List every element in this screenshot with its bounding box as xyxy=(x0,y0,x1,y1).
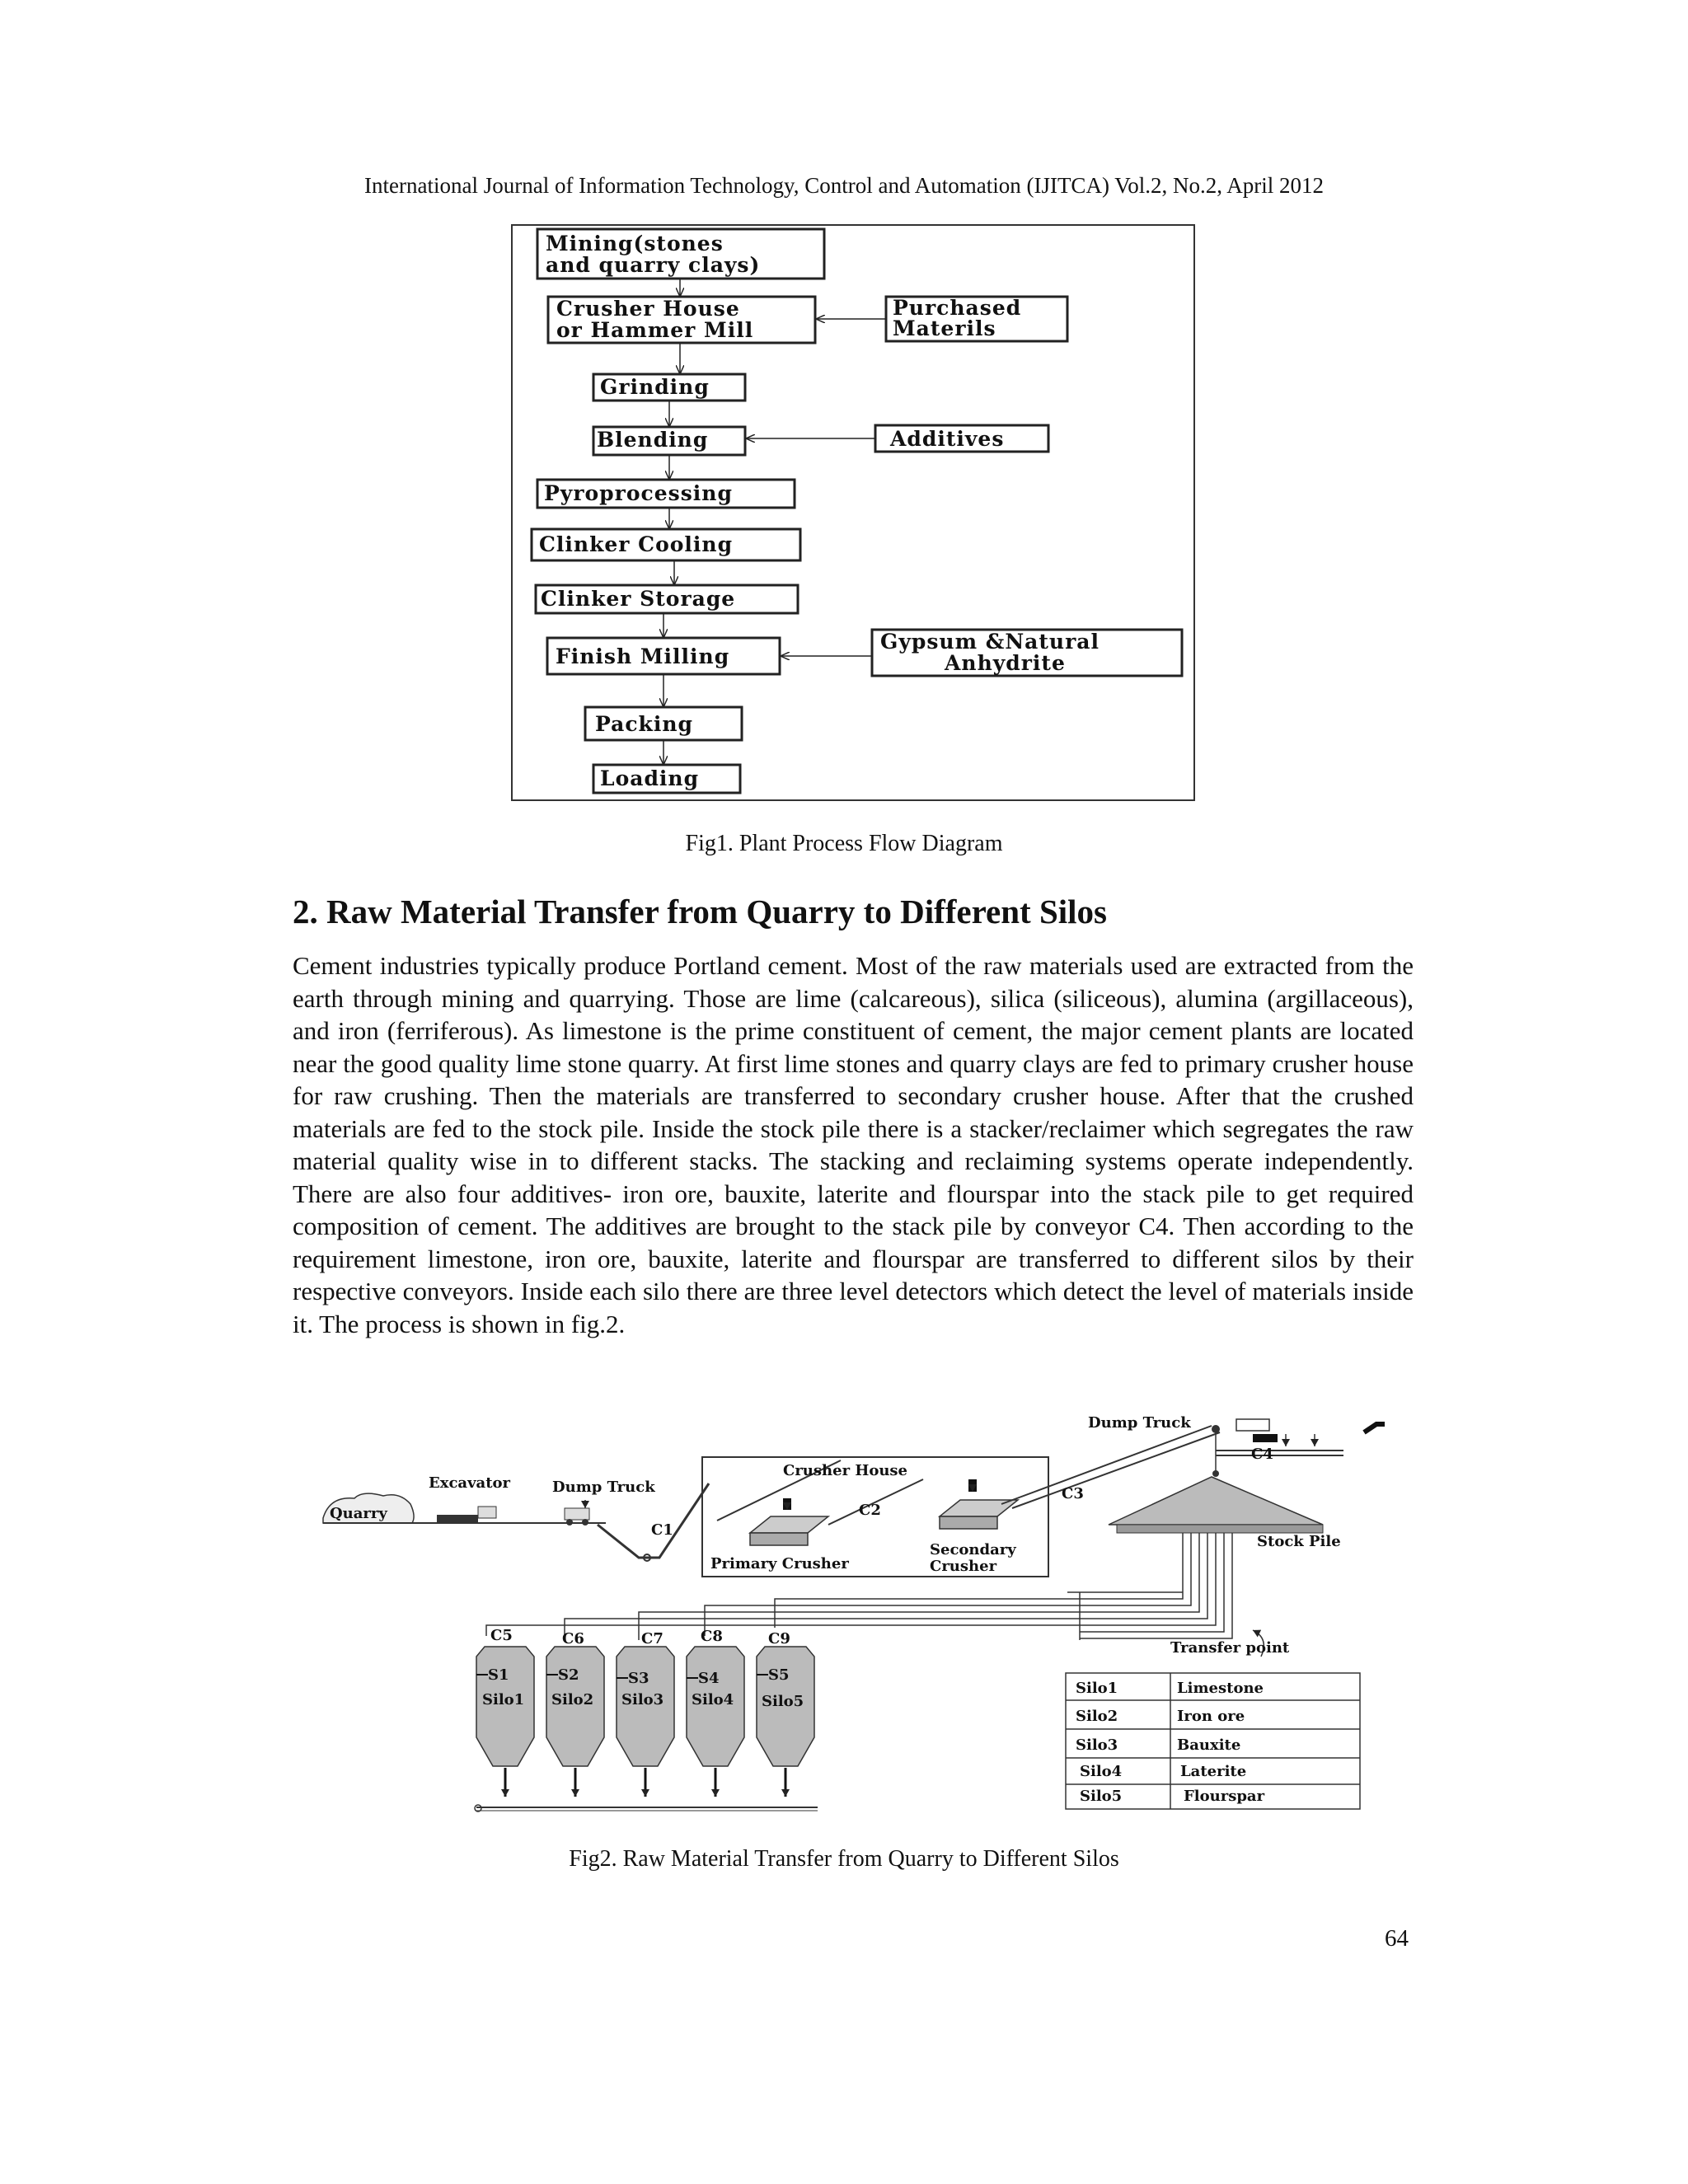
gypsum-label-line1: Gypsum &Natural xyxy=(880,630,1100,654)
excavator-label: Excavator xyxy=(429,1474,510,1492)
gypsum-label-line2: Anhydrite xyxy=(945,651,1066,675)
table-row-3-silo: Silo3 xyxy=(1076,1736,1118,1754)
page-number: 64 xyxy=(1385,1925,1409,1952)
loading-label: Loading xyxy=(600,766,700,790)
table-row-1-silo: Silo1 xyxy=(1076,1680,1118,1697)
figure2-caption: Fig2. Raw Material Transfer from Quarry to Different Silos xyxy=(569,1846,1119,1872)
conveyor-c9-label: C9 xyxy=(768,1630,790,1647)
finish-milling-label: Finish Milling xyxy=(556,644,730,668)
silo-2-name: Silo2 xyxy=(551,1691,594,1708)
table-row-5-silo: Silo5 xyxy=(1080,1788,1123,1805)
table-row-4-silo: Silo4 xyxy=(1080,1763,1123,1780)
dump-truck-wheel-icon xyxy=(566,1519,573,1526)
silo-1-name: Silo1 xyxy=(482,1691,525,1708)
table-row-4-material: Laterite xyxy=(1180,1763,1247,1780)
secondary-crusher-label-line2: Crusher xyxy=(930,1558,997,1575)
mining-label-line2: and quarry clays) xyxy=(546,253,761,277)
excavator-icon xyxy=(437,1515,478,1523)
purchased-label-line1: Purchased xyxy=(893,296,1022,320)
blending-label: Blending xyxy=(597,428,709,452)
packing-label: Packing xyxy=(595,712,694,736)
conveyor-c4-label: C4 xyxy=(1251,1446,1273,1463)
conveyor-c8-label: C8 xyxy=(701,1628,723,1645)
silo-1-sensor: S1 xyxy=(488,1666,509,1684)
transfer-conveyors xyxy=(486,1533,1232,1640)
purchased-label-line2: Materils xyxy=(893,316,996,340)
journal-header: International Journal of Information Technology, Control and Automation (IJITCA) Vol.2, No.2, April 2012 xyxy=(364,173,1324,198)
crusher-label-line1: Crusher House xyxy=(556,297,740,321)
primary-crusher-label: Primary Crusher xyxy=(710,1555,849,1572)
silo-4-name: Silo4 xyxy=(692,1691,734,1708)
silo-2-sensor: S2 xyxy=(558,1666,579,1684)
conveyor-c6-label: C6 xyxy=(562,1630,584,1647)
conveyor-c5-label: C5 xyxy=(490,1627,513,1644)
raw-material-transfer-diagram xyxy=(313,1401,1409,1821)
plant-process-flow-diagram xyxy=(511,224,1195,801)
figure1-caption: Fig1. Plant Process Flow Diagram xyxy=(685,831,1003,856)
pyroprocessing-label: Pyroprocessing xyxy=(544,481,733,505)
additives-label: Additives xyxy=(890,427,1005,451)
stock-pile-icon xyxy=(1109,1477,1323,1525)
section-heading: 2. Raw Material Transfer from Quarry to Different Silos xyxy=(293,893,1107,930)
table-row-3-material: Bauxite xyxy=(1177,1736,1241,1754)
dump-truck-wheel-icon xyxy=(582,1519,588,1526)
crusher-house-label: Crusher House xyxy=(783,1462,908,1479)
dump-truck-2-icon xyxy=(1236,1419,1269,1431)
crusher-label-line2: or Hammer Mill xyxy=(556,318,754,342)
clinker-cooling-label: Clinker Cooling xyxy=(539,532,734,556)
clinker-storage-label: Clinker Storage xyxy=(541,587,736,611)
silo-3-sensor: S3 xyxy=(628,1670,649,1687)
quarry-label: Quarry xyxy=(330,1505,387,1522)
dump-truck-1-label: Dump Truck xyxy=(552,1479,655,1496)
conveyor-c7-label: C7 xyxy=(641,1630,663,1647)
silo-5-name: Silo5 xyxy=(762,1693,804,1710)
dump-truck-icon xyxy=(565,1508,589,1520)
excavator-cab-icon xyxy=(478,1507,496,1518)
table-row-5-material: Flourspar xyxy=(1184,1788,1265,1805)
transfer-point-label: Transfer point xyxy=(1170,1639,1290,1657)
table-row-2-material: Iron ore xyxy=(1177,1708,1245,1725)
stock-pile-label: Stock Pile xyxy=(1257,1533,1341,1550)
section-paragraph: Cement industries typically produce Portland cement. Most of the raw materials used are extracted from the earth through mining and quarrying. Those are lime (calcareous), silica (siliceous), alumina (argillaceous), and iron (ferriferous). As limestone is the prime constituent of cement, the major cement plants are located near the good quality lime stone quarry. At first lime stones and quarry clays are fed to primary crusher house for raw crushing. Then the materials are transferred to secondary crusher house. After that the crushed materials are fed to the stock pile. Inside the stock pile there is a stacker/reclaimer which segregates the raw material quality wise in to different stacks. The stacking and reclaiming systems operate independently. There are also four additives- iron ore, bauxite, laterite and flourspar into the stack pile to get required composition of cement. The additives are brought to the stack pile by conveyor C4. Then according to the requirement limestone, iron ore, bauxite, laterite and flourspar are transferred to different silos by their respective conveyors. Inside each silo there are three level detectors which detect the level of materials inside it. The process is shown in fig.2. xyxy=(293,951,1414,1338)
mining-label-line1: Mining(stones xyxy=(546,232,724,255)
dump-truck-2-label: Dump Truck xyxy=(1088,1414,1191,1432)
primary-crusher-icon xyxy=(750,1516,828,1533)
secondary-crusher-label-line1: Secondary xyxy=(930,1541,1016,1558)
conveyor-c2-label: C2 xyxy=(859,1502,881,1519)
silo-3-name: Silo3 xyxy=(621,1691,664,1708)
conveyor-c1-label: C1 xyxy=(651,1521,673,1539)
table-row-1-material: Limestone xyxy=(1177,1680,1264,1697)
conveyor-c3-label: C3 xyxy=(1062,1485,1084,1502)
grinding-label: Grinding xyxy=(600,375,710,399)
silo-4-sensor: S4 xyxy=(698,1670,720,1687)
silo-5-sensor: S5 xyxy=(768,1666,790,1684)
table-row-2-silo: Silo2 xyxy=(1076,1708,1118,1725)
